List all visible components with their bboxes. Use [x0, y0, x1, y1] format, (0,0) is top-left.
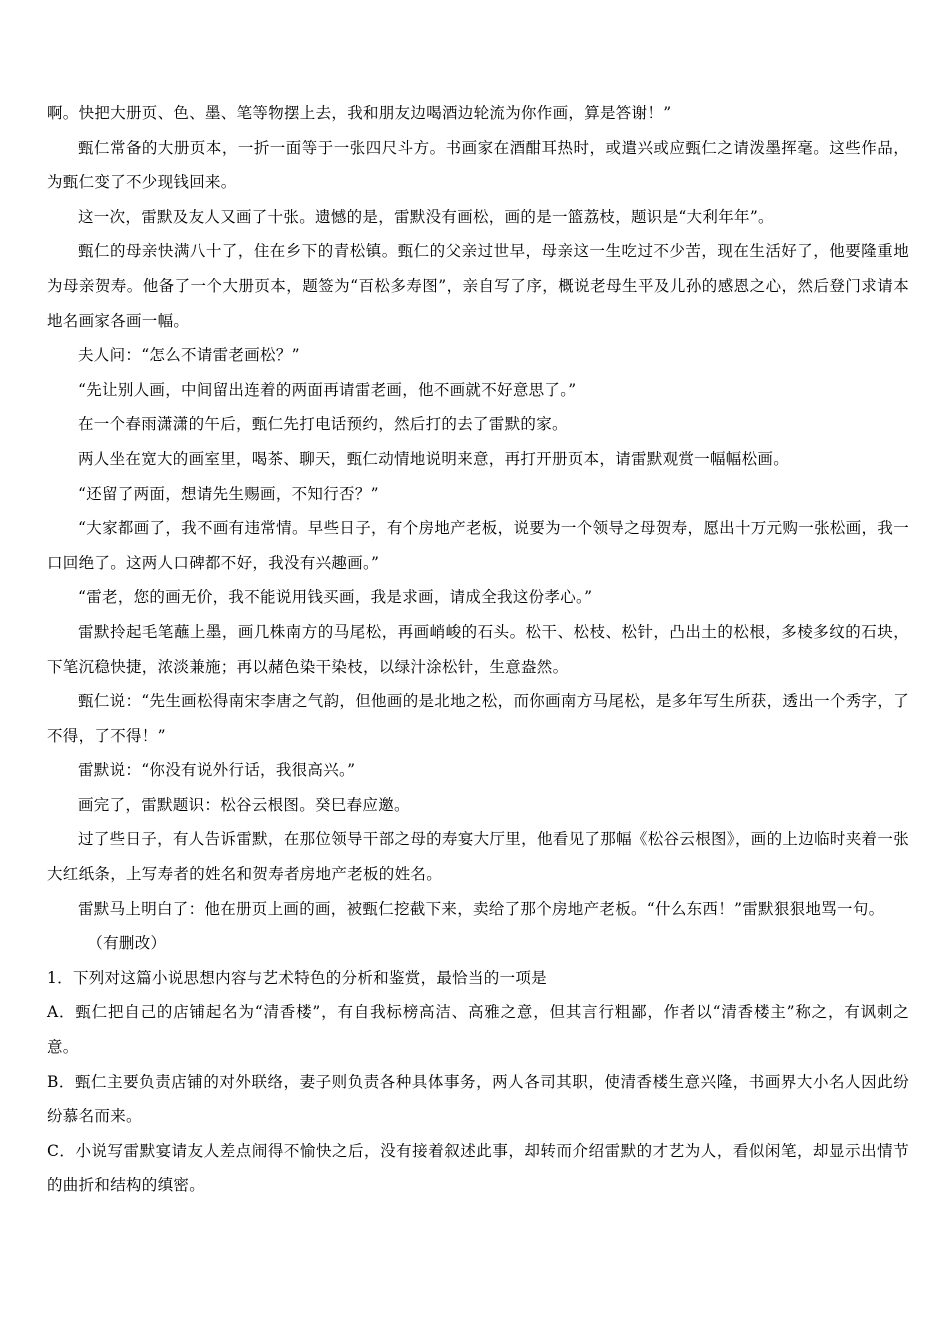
option-text: 小说写雷默宴请友人差点闹得不愉快之后，没有接着叙述此事，却转而介绍雷默的才艺为人，看似闲笔，却显示出情节的曲折和结构的缜密。	[47, 1141, 909, 1195]
paragraph: 两人坐在宽大的画室里，喝茶、聊天，甄仁动情地说明来意，再打开册页本，请雷默观赏一幅幅松画。	[78, 449, 790, 468]
question-option-c	[47, 1134, 909, 1203]
question-stem: 1．下列对这篇小说思想内容与艺术特色的分析和鉴赏，最恰当的一项是	[47, 968, 547, 987]
paragraph: “大家都画了，我不画有违常情。早些日子，有个房地产老板，说要为一个领导之母贺寿，愿出十万元购一张松画，我一口回绝了。这两人口碑都不好，我没有兴趣画。”	[47, 519, 909, 572]
option-label: C．	[47, 1141, 76, 1160]
paragraph: 雷默说：“你没有说外行话，我很高兴。”	[78, 761, 356, 780]
option-label: B．	[47, 1072, 75, 1091]
document-page	[47, 96, 909, 1203]
paragraph: 雷默拎起毛笔蘸上墨，画几株南方的马尾松，再画峭峻的石头。松干、松枝、松针，凸出土的松根，多棱多纹的石块，下笔沉稳快捷，浓淡兼施；再以赭色染干染枝，以绿汁涂松针，生意盎然。	[47, 622, 909, 676]
question-option-b	[47, 1065, 909, 1134]
question-block	[47, 961, 909, 1203]
paragraph: “先让别人画，中间留出连着的两面再请雷老画，他不画就不好意思了。”	[78, 380, 577, 399]
option-label: A．	[47, 1003, 76, 1022]
paragraph: 夫人问：“怎么不请雷老画松？”	[78, 346, 300, 365]
paragraph: 这一次，雷默及友人又画了十张。遗憾的是，雷默没有画松，画的是一篮荔枝，题识是“大利年年”。	[78, 207, 774, 226]
story-body	[47, 96, 909, 926]
paragraph: 雷默马上明白了：他在册页上画的画，被甄仁挖截下来，卖给了那个房地产老板。“什么东西！”雷默狠狠地骂一句。	[78, 899, 885, 918]
paragraph: 过了些日子，有人告诉雷默，在那位领导干部之母的寿宴大厅里，他看见了那幅《松谷云根图》，画的上边临时夹着一张大红纸条，上写寿者的姓名和贺寿者房地产老板的姓名。	[47, 830, 909, 884]
paragraph: 甄仁常备的大册页本，一折一面等于一张四尺斗方。书画家在酒酣耳热时，或遣兴或应甄仁之请泼墨挥毫。这些作品，为甄仁变了不少现钱回来。	[47, 138, 909, 192]
paragraph: 画完了，雷默题识：松谷云根图。癸巳春应邀。	[78, 795, 410, 814]
question-option-a	[47, 995, 909, 1064]
paragraph: 啊。快把大册页、色、墨、笔等物摆上去，我和朋友边喝酒边轮流为你作画，算是答谢！”	[47, 104, 672, 122]
paragraph: 甄仁的母亲快满八十了，住在乡下的青松镇。甄仁的父亲过世早，母亲这一生吃过不少苦，现在生活好了，他要隆重地为母亲贺寿。他备了一个大册页本，题签为“百松多寿图”，亲自写了序，概说老母生平及儿孙的感恩之心，然后登门求请本地名画家各画一幅。	[47, 242, 909, 330]
paragraph: 在一个春雨潇潇的午后，甄仁先打电话预约，然后打的去了雷默的家。	[78, 415, 568, 434]
option-text: 甄仁把自己的店铺起名为“清香楼”，有自我标榜高洁、高雅之意，但其言行粗鄙，作者以“清香楼主”称之，有讽刺之意。	[47, 1003, 909, 1057]
paragraph: 甄仁说：“先生画松得南宋李唐之气韵，但他画的是北地之松，而你画南方马尾松，是多年写生所获，透出一个秀字，了不得，了不得！”	[47, 692, 909, 745]
paragraph: “雷老，您的画无价，我不能说用钱买画，我是求画，请成全我这份孝心。”	[78, 588, 593, 607]
source-note: （有删改）	[87, 934, 167, 953]
paragraph: “还留了两面，想请先生赐画，不知行否？”	[78, 484, 379, 503]
option-text: 甄仁主要负责店铺的对外联络，妻子则负责各种具体事务，两人各司其职，使清香楼生意兴隆，书画界大小名人因此纷纷慕名而来。	[47, 1072, 909, 1126]
